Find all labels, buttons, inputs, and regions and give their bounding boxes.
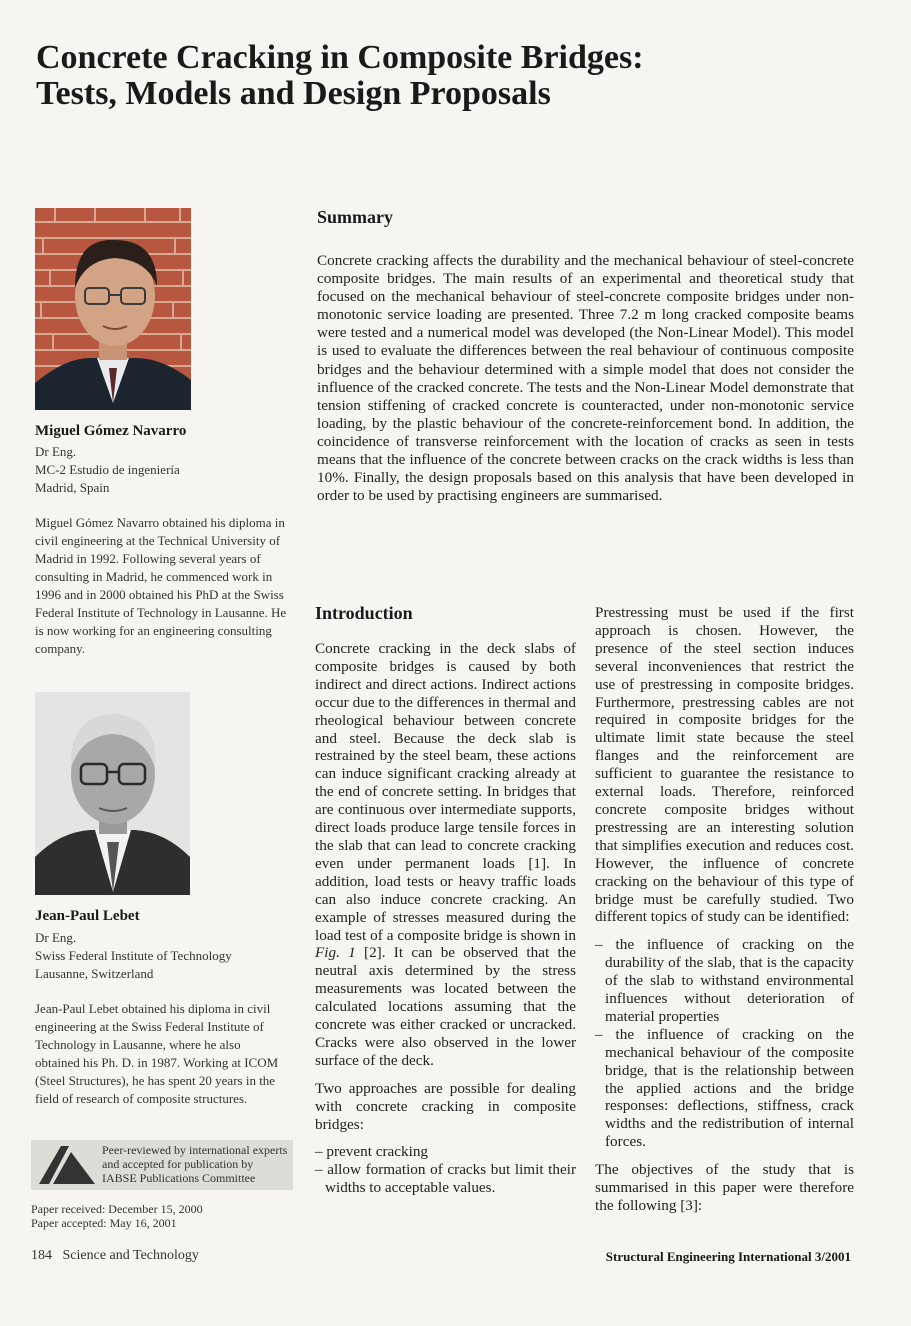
list-item: – allow formation of cracks but limit their widths to acceptable values. (315, 1161, 576, 1197)
intro-paragraph-3: Prestressing must be used if the first approach is chosen. However, the presence of the steel section induces several inconveniences that restrict the use of prestressing in composite bridges. Furthermore, prestressing cables are not required in composite bridges for the ultimate limit state because the steel flanges and the reinforcement are sufficient to guarantee the resistance to external loads. Therefore, reinforced concrete composite bridges without prestressing are an interesting solution that simplifies execution and reduces cost. However, the influence of concrete cracking on the behaviour of this type of bridge must be carefully studied. Two different topics of study can be identified: (595, 604, 854, 926)
author-details-gomez (35, 443, 180, 497)
author-degree: Dr Eng. (35, 444, 77, 459)
title-line-1: Concrete Cracking in Composite Bridges: (36, 39, 644, 76)
author-details-lebet (35, 929, 232, 983)
intro-p1-text-cont: [2]. It can be observed that the neutral axis determined by the stress measurements was located between the calculated locations assuming that the concrete was either cracked or uncracked. Cracks were also observed in the lower surface of the deck. (315, 944, 576, 1069)
footer-journal: Structural Engineering International 3/2001 (605, 1249, 851, 1264)
introduction-heading: Introduction (315, 603, 413, 623)
intro-column-1 (315, 640, 576, 1207)
author-affiliation: MC-2 Estudio de ingeniería (35, 462, 180, 477)
list-item: – the influence of cracking on the mechanical behaviour of the composite bridge, that is the relationship between the applied actions and the bridge responses: deflections, stiffness, crack widths and the redistribution of internal forces. (595, 1025, 854, 1151)
peer-review-box (31, 1140, 293, 1190)
intro-paragraph-1 (315, 640, 576, 1070)
author-location: Lausanne, Switzerland (35, 966, 154, 981)
author-bio-lebet: Jean-Paul Lebet obtained his diploma in civil engineering at the Swiss Federal Institute of Technology in Lausanne, where he also obtained his Ph. D. in 1987. Working at ICOM (Steel Structures), he has spent 20 years in the field of research of composite structures. (35, 1001, 279, 1106)
topics-list (595, 936, 854, 1151)
paper-received: Paper received: December 15, 2000 (31, 1202, 203, 1216)
list-item: – prevent cracking (315, 1143, 429, 1161)
article-title (36, 40, 876, 112)
author-location: Madrid, Spain (35, 480, 110, 495)
intro-column-2 (595, 604, 854, 1225)
author-bio-gomez: Miguel Gómez Navarro obtained his diploma in civil engineering at the Technical University of Madrid in 1992. Following several years of consulting in Madrid, he commenced work in 1996 and in 2000 obtained his PhD at the Swiss Federal Institute of Technology in Lausanne. He is now working for an engineering consulting company. (35, 515, 287, 656)
list-item: – the influence of cracking on the durability of the slab, that is the capacity of the slab to withstand environmental influences without deterioration of material properties (595, 936, 854, 1025)
summary-heading: Summary (317, 207, 393, 227)
author-photo-lebet (35, 692, 190, 895)
author-photo-gomez (35, 208, 191, 410)
author-degree: Dr Eng. (35, 930, 77, 945)
figure-reference: Fig. 1 (315, 944, 356, 962)
title-line-2: Tests, Models and Design Proposals (36, 75, 551, 112)
author-name-lebet: Jean-Paul Lebet (35, 908, 140, 924)
iabse-logo-icon (39, 1146, 95, 1184)
intro-paragraph-2: Two approaches are possible for dealing with concrete cracking in composite bridges: (315, 1079, 576, 1133)
author-affiliation: Swiss Federal Institute of Technology (35, 948, 232, 963)
intro-p1-text: Concrete cracking in the deck slabs of composite bridges is caused by both indirect and direct actions. Indirect actions occur due to the differences in thermal and rheological behaviour between concrete and steel. Because the deck slab is restrained by the steel beam, these actions can induce significant cracking already at the end of concrete setting. In bridges that are continuous over intermediate supports, direct loads produce large tensile forces in the slab that can lead to concrete cracking even under permanent loads [1]. In addition, load tests or heavy traffic loads can also induce concrete cracking. An example of stresses measured during the load test of a composite bridge is shown in (315, 640, 576, 944)
summary-text: Concrete cracking affects the durability and the mechanical behaviour of steel-concrete composite bridges. The main results of an experimental and theoretical study that focused on the mechanical behaviour of steel-concrete composite bridges under non-monotonic service loading are presented. Three 7.2 m long cracked composite beams were tested and a numerical model was developed (the Non-Linear Model). This model is used to evaluate the differences between the real behaviour of continuous composite bridges and the behaviour determined with a simple model that does not consider the influence of the cracked concrete. The tests and the Non-Linear Model demonstrate that tension stiffening of cracked concrete is counteracted, under non-monotonic service loading, by the plastic behaviour of the concrete-reinforcement bond. In addition, the coincidence of transverse reinforcement with the location of cracks as seen in tests means that the influence of the concrete between cracks on the crack widths is less than 10%. Finally, the design proposals based on this analysis that have been developed in order to be used by practising engineers are summarised. (317, 252, 854, 505)
paper-dates (31, 1202, 203, 1230)
approaches-list (315, 1143, 576, 1197)
peer-review-text: Peer-reviewed by international experts and accepted for publication by IABSE Publications Committee (102, 1143, 288, 1185)
footer-page-section: 184 Science and Technology (31, 1248, 199, 1263)
paper-accepted: Paper accepted: May 16, 2001 (31, 1216, 177, 1230)
author-name-gomez: Miguel Gómez Navarro (35, 423, 187, 439)
intro-paragraph-4: The objectives of the study that is summarised in this paper were therefore the following [3]: (595, 1161, 854, 1214)
